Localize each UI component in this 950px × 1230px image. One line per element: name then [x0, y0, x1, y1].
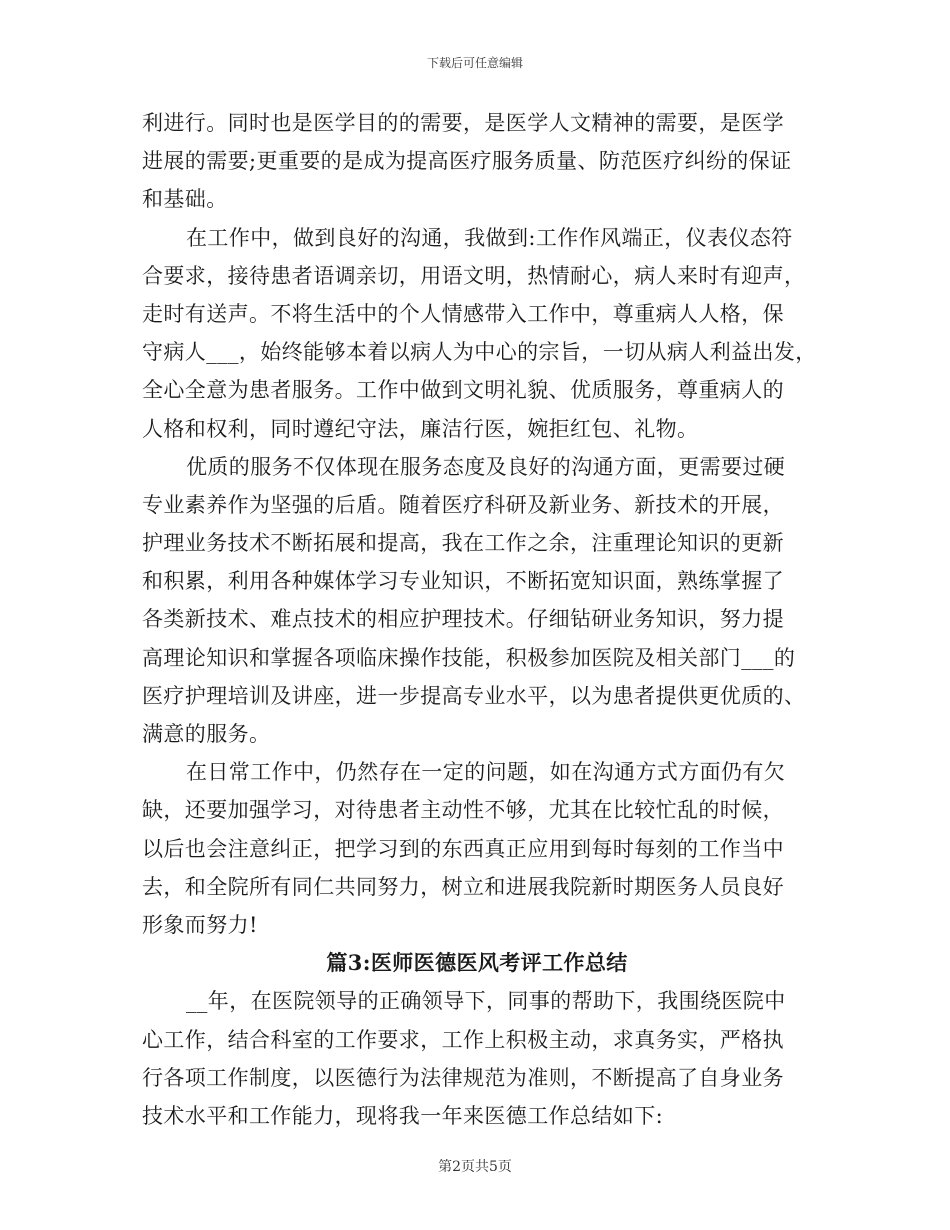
text-line: 守病人___，始终能够本着以病人为中心的宗旨，一切从病人利益出发，	[142, 340, 817, 365]
paragraph-start-line: 在日常工作中，仍然存在一定的问题，如在沟通方式方面仍有欠	[186, 760, 786, 785]
text-line: 技术水平和工作能力，现将我一年来医德工作总结如下:	[142, 1103, 664, 1128]
text-line: 缺，还要加强学习，对待患者主动性不够，尤其在比较忙乱的时候，	[142, 798, 784, 823]
text-line: 合要求，接待患者语调亲切，用语文明，热情耐心，病人来时有迎声，	[142, 263, 806, 288]
text-line: 走时有送声。不将生活中的个人情感带入工作中，尊重病人人格，保	[142, 301, 784, 326]
text-line: 高理论知识和掌握各项临床操作技能，积极参加医院及相关部门___的	[142, 645, 796, 670]
section-heading: 篇3:医师医德医风考评工作总结	[326, 950, 628, 976]
text-line: 形象而努力!	[142, 912, 258, 937]
text-line: 专业素养作为坚强的后盾。随着医疗科研及新业务、新技术的开展，	[142, 492, 784, 517]
page-footer: 第2页共5页	[438, 1159, 512, 1175]
text-line: 护理业务技术不断拓展和提高，我在工作之余，注重理论知识的更新	[142, 531, 784, 556]
paragraph-start-line: __年，在医院领导的正确领导下，同事的帮助下，我围绕医院中	[186, 989, 786, 1014]
text-line: 满意的服务。	[142, 722, 271, 746]
text-line: 医疗护理培训及讲座，进一步提高专业水平，以为患者提供更优质的、	[142, 683, 806, 708]
paragraph-start-line: 优质的服务不仅体现在服务态度及良好的沟通方面，更需要过硬	[186, 454, 786, 479]
document-body	[142, 104, 817, 1135]
text-line: 和基础。	[142, 187, 228, 212]
text-line: 进展的需要;更重要的是成为提高医疗服务质量、防范医疗纠纷的保证	[142, 149, 792, 174]
text-line: 利进行。同时也是医学目的的需要，是医学人文精神的需要，是医学	[142, 111, 784, 135]
text-line: 心工作，结合科室的工作要求，工作上积极主动，求真务实，严格执	[142, 1027, 784, 1052]
text-line: 以后也会注意纠正，把学习到的东西真正应用到每时每刻的工作当中	[142, 836, 784, 861]
text-line: 各类新技术、难点技术的相应护理技术。仔细钻研业务知识，努力提	[142, 607, 784, 632]
text-line: 行各项工作制度，以医德行为法律规范为准则，不断提高了自身业务	[142, 1065, 784, 1090]
text-line: 全心全意为患者服务。工作中做到文明礼貌、优质服务，尊重病人的	[142, 378, 784, 403]
text-line: 和积累，利用各种媒体学习专业知识，不断拓宽知识面，熟练掌握了	[142, 569, 784, 594]
text-line: 人格和权利，同时遵纪守法，廉洁行医，婉拒红包、礼物。	[142, 416, 699, 441]
text-line: 去，和全院所有同仁共同努力，树立和进展我院新时期医务人员良好	[142, 874, 784, 899]
paragraph-start-line: 在工作中，做到良好的沟通，我做到:工作作风端正，仪表仪态符	[186, 225, 793, 250]
page-header: 下载后可任意编辑	[426, 56, 523, 70]
